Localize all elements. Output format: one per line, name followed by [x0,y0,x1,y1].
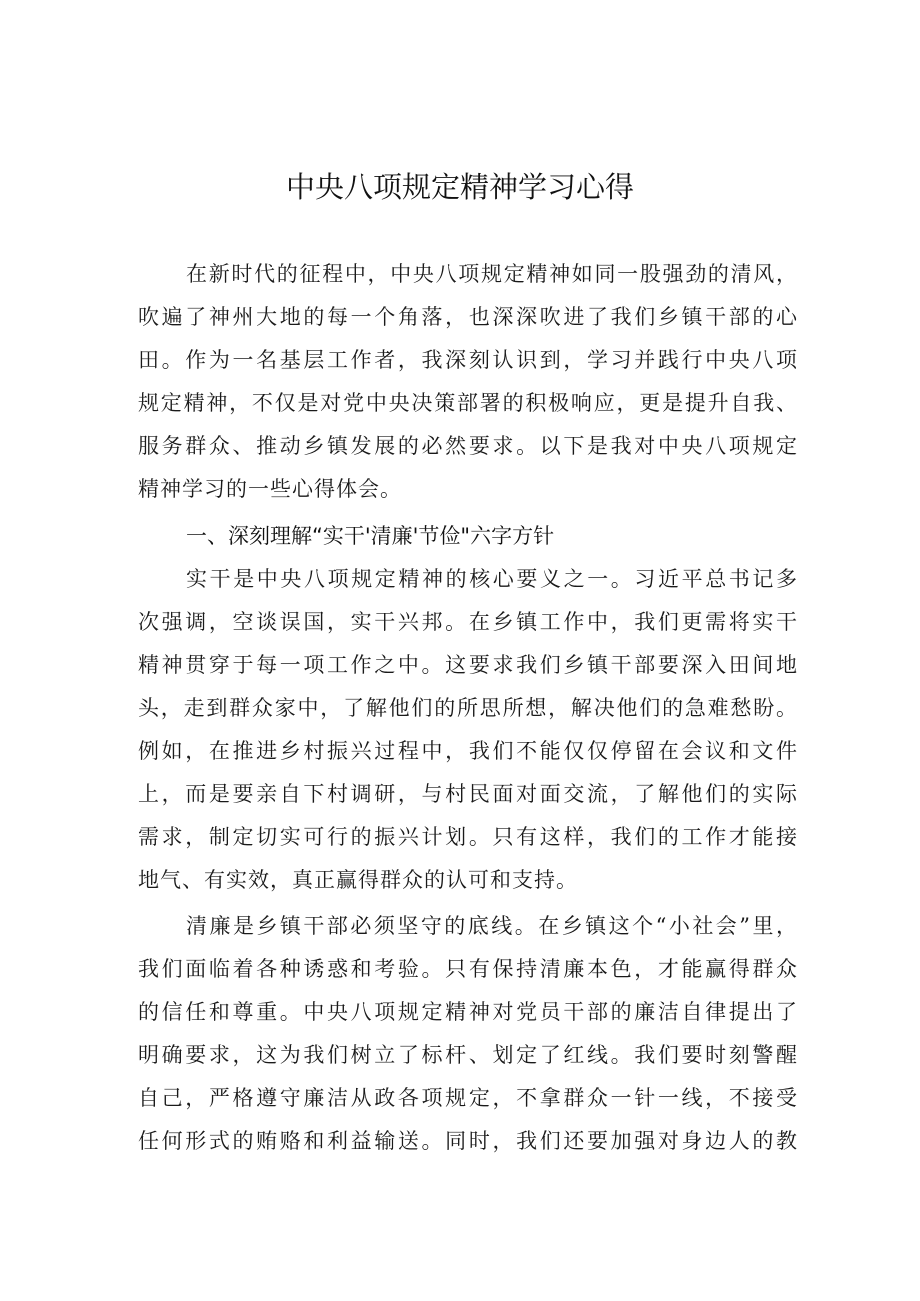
section1-para2-line-2: 我们面临着各种诱惑和考验。只有保持清廉本色，才能赢得群众 [138,957,798,981]
intro-line-4: 规定精神，不仅是对党中央决策部署的积极响应，更是提升自我、 [138,391,798,415]
page-title: 中央八项规定精神学习心得 [285,170,634,204]
intro-line-1: 在新时代的征程中，中央八项规定精神如同一股强劲的清风， [186,262,798,286]
section1-para2-line-6: 任何形式的贿赂和利益输送。同时，我们还要加强对身边人的教 [138,1129,798,1153]
section1-para2-line-1: 清廉是乡镇干部必须坚守的底线。在乡镇这个“小社会”里， [186,914,798,938]
section1-para1-line-7: 需求，制定切实可行的振兴计划。只有这样，我们的工作才能接 [138,825,798,849]
section1-para1-line-5: 例如，在推进乡村振兴过程中，我们不能仅仅停留在会议和文件 [138,739,798,763]
section1-para1-line-6: 上，而是要亲自下村调研，与村民面对面交流，了解他们的实际 [138,782,798,806]
section1-para2-line-3: 的信任和尊重。中央八项规定精神对党员干部的廉洁自律提出了 [138,1000,798,1024]
intro-line-3: 田。作为一名基层工作者，我深刻认识到，学习并践行中央八项 [138,348,798,372]
intro-line-5: 服务群众、推动乡镇发展的必然要求。以下是我对中央八项规定 [138,434,798,458]
intro-line-6: 精神学习的一些心得体会。 [138,477,402,501]
section1-para1-line-3: 精神贯穿于每一项工作之中。这要求我们乡镇干部要深入田间地 [138,653,798,677]
section1-para1-line-2: 次强调，空谈误国，实干兴邦。在乡镇工作中，我们更需将实干 [138,610,798,634]
section1-para1-line-4: 头，走到群众家中，了解他们的所思所想，解决他们的急难愁盼。 [138,696,798,720]
section1-para1-line-1: 实干是中央八项规定精神的核心要义之一。习近平总书记多 [186,567,798,591]
section1-para1-line-8: 地气、有实效，真正赢得群众的认可和支持。 [138,868,578,892]
section1-para2-line-5: 自己，严格遵守廉洁从政各项规定，不拿群众一针一线，不接受 [138,1086,798,1110]
section1-para2-line-4: 明确要求，这为我们树立了标杆、划定了红线。我们要时刻警醒 [138,1043,798,1067]
section-heading-1: 一、深刻理解“实干'清廉'节俭"六字方针 [186,524,555,548]
intro-line-2: 吹遍了神州大地的每一个角落，也深深吹进了我们乡镇干部的心 [138,305,798,329]
